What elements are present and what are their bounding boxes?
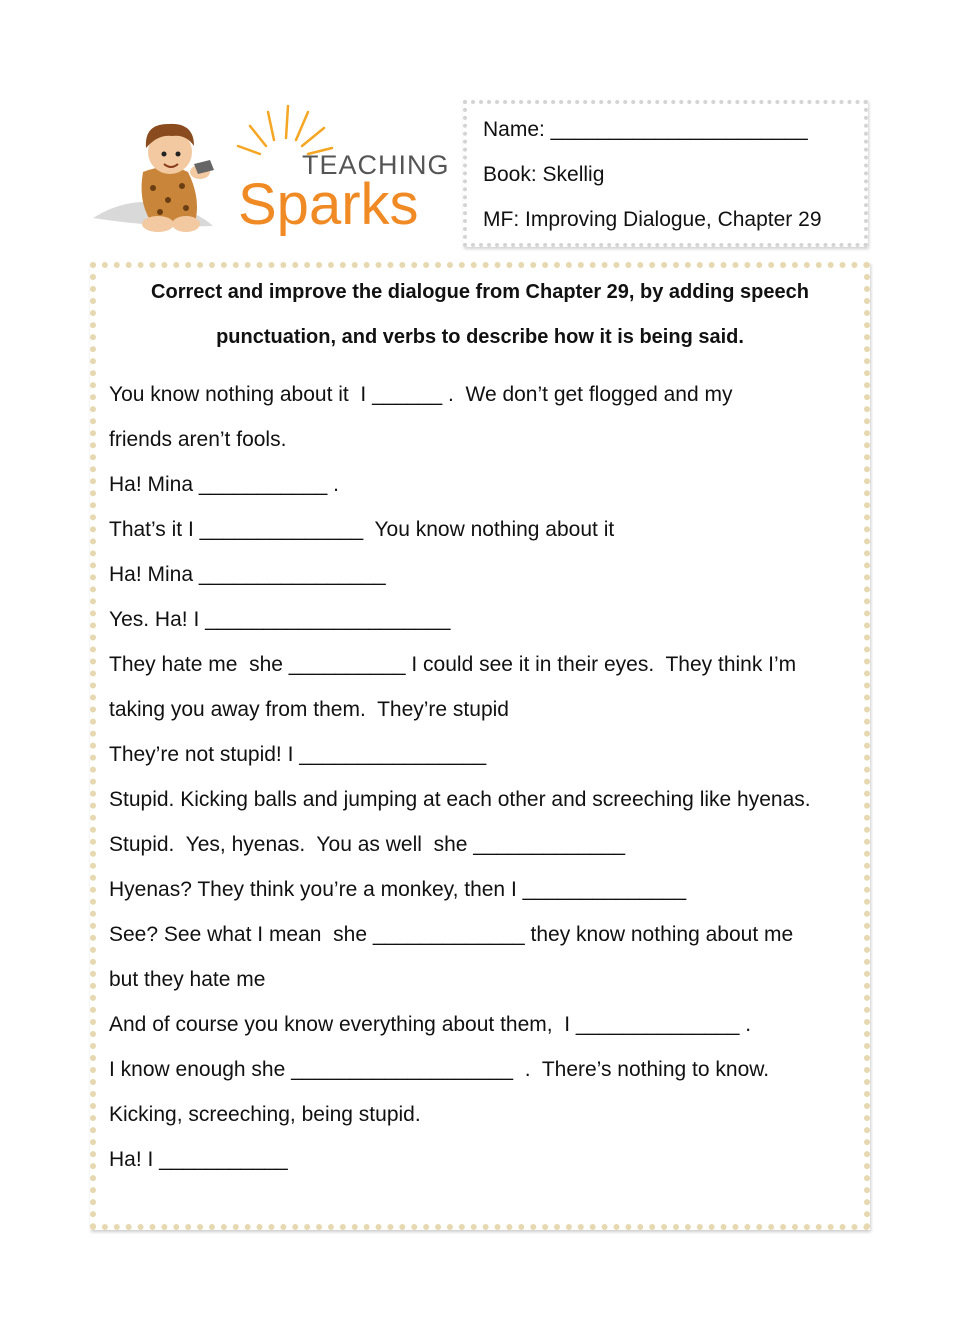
dialogue-line[interactable]: You know nothing about it I ______ . We don’t get flogged and my (109, 383, 733, 406)
caveman-mascot-icon (88, 100, 448, 245)
dialogue-line: Stupid. Kicking balls and jumping at each other and screeching like hyenas. (109, 788, 811, 811)
dialogue-line[interactable]: And of course you know everything about them, I ______________ . (109, 1013, 752, 1036)
instruction-line-1: Correct and improve the dialogue from Chapter 29, by adding speech (151, 281, 809, 303)
dialogue-line[interactable]: I know enough she ___________________ . There’s nothing to know. (109, 1058, 770, 1081)
dialogue-line[interactable]: Ha! Mina ___________ . (109, 473, 340, 496)
dialogue-line[interactable]: Hyenas? They think you’re a monkey, then I ______________ (109, 878, 687, 901)
dialogue-line: taking you away from them. They’re stupid (109, 698, 509, 721)
dialogue-line[interactable]: Ha! Mina ________________ (109, 563, 386, 586)
dialogue-line: Kicking, screeching, being stupid. (109, 1103, 421, 1126)
student-info-box (463, 100, 868, 247)
dialogue-line[interactable]: They hate me she __________ I could see it in their eyes. They think I’m (109, 653, 797, 676)
book-label: Book: Skellig (483, 163, 605, 186)
name-field[interactable]: Name: ______________________ (483, 118, 808, 141)
dialogue-line: friends aren’t fools. (109, 428, 287, 451)
dialogue-line[interactable]: They’re not stupid! I ________________ (109, 743, 487, 766)
dialogue-line[interactable]: That’s it I ______________ You know nothing about it (109, 518, 615, 541)
brand-top-text: TEACHING (302, 150, 448, 180)
dialogue-line[interactable]: See? See what I mean she _____________ they know nothing about me (109, 923, 794, 946)
dialogue-line[interactable]: Stupid. Yes, hyenas. You as well she _____________ (109, 833, 626, 856)
dialogue-line[interactable]: Ha! I ___________ (109, 1148, 288, 1171)
dialogue-line[interactable]: Yes. Ha! I _____________________ (109, 608, 451, 631)
instruction-line-2: punctuation, and verbs to describe how it is being said. (216, 326, 744, 348)
worksheet-box (90, 262, 870, 1230)
brand-bottom-text: Sparks (238, 172, 419, 237)
teaching-sparks-logo (88, 100, 448, 245)
mf-label: MF: Improving Dialogue, Chapter 29 (483, 208, 822, 231)
dialogue-line: but they hate me (109, 968, 266, 991)
